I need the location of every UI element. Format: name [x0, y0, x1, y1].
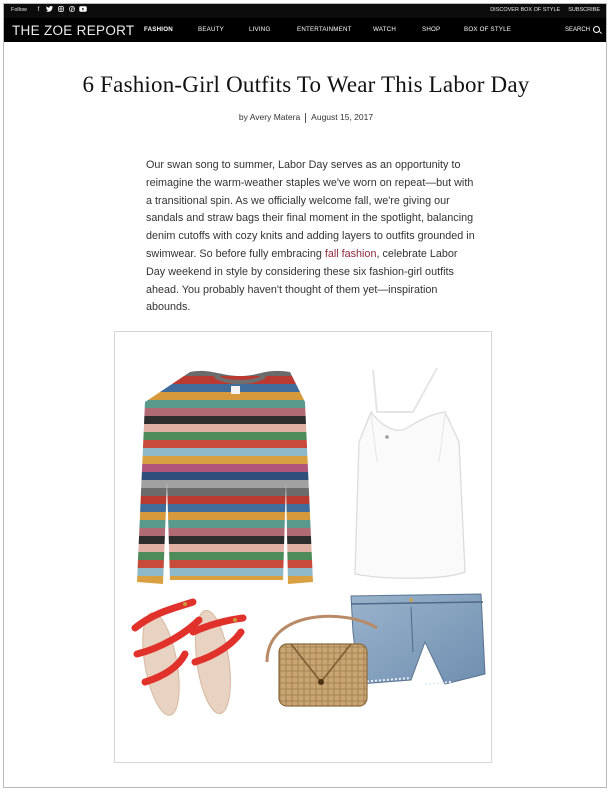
search-icon	[593, 26, 600, 33]
sweater-stripe	[133, 512, 317, 520]
instagram-icon[interactable]	[57, 6, 64, 16]
sweater-stripe	[133, 368, 317, 376]
byline-divider	[305, 113, 306, 123]
sweater-stripe	[133, 520, 317, 528]
article-byline	[0, 112, 612, 123]
body-text-intro: Our swan song to summer, Labor Day serves as an opportunity to reimagine the warm-weather staples we've worn on repeat—but with a transitional spin. As we officially welcome fall, we're giving our sandals and straw bags their final moment in the spotlight, balancing denim cutoffs with cozy knits and adding layers to outfits grounded in swimwear. So before fully embracing	[146, 159, 475, 260]
sweater-stripe	[133, 448, 317, 456]
top-utility-links	[490, 7, 600, 13]
follow-label: Follow	[11, 7, 27, 13]
sweater-stripe	[133, 504, 317, 512]
sweater-stripe	[133, 432, 317, 440]
sweater-stripe	[133, 576, 317, 584]
social-links	[35, 6, 86, 16]
sweater-stripe	[133, 384, 317, 392]
nav-item-shop[interactable]: SHOP	[422, 26, 441, 33]
sweater-stripe	[133, 440, 317, 448]
sweater-stripe	[133, 400, 317, 408]
twitter-icon[interactable]	[46, 6, 53, 16]
search-button[interactable]	[565, 26, 600, 33]
red-sandals-image	[135, 602, 243, 718]
nav-items	[144, 26, 534, 33]
article-body	[146, 157, 476, 317]
sweater-stripe	[133, 424, 317, 432]
subscribe-link[interactable]: SUBSCRIBE	[568, 7, 600, 13]
sweater-stripe	[133, 464, 317, 472]
publish-date: August 15, 2017	[311, 112, 374, 122]
site-logo[interactable]	[12, 23, 134, 38]
search-label: SEARCH	[564, 26, 590, 33]
nav-item-watch[interactable]: WATCH	[373, 26, 396, 33]
sweater-stripe	[133, 560, 317, 568]
striped-sweater-image	[133, 368, 317, 592]
nav-item-fashion[interactable]: FASHION	[144, 26, 173, 33]
sweater-stripe	[133, 408, 317, 416]
main-navbar	[4, 18, 606, 42]
article-title: 6 Fashion-Girl Outfits To Wear This Labor Day	[82, 72, 530, 97]
sweater-stripe	[133, 456, 317, 464]
sweater-label	[231, 386, 240, 394]
sweater-stripe	[133, 568, 317, 576]
fall-fashion-link[interactable]: fall fashion	[324, 247, 377, 260]
sweater-stripe	[133, 552, 317, 560]
denim-shorts-image	[351, 594, 485, 684]
body-text-outro: , celebrate Labor Day weekend in style by considering these six fashion-girl outfits ahead. You probably haven't thought of them yet—inspiration abounds.	[146, 247, 458, 314]
nav-item-beauty[interactable]: BEAUTY	[198, 26, 224, 33]
pinterest-icon[interactable]	[68, 6, 75, 16]
white-camisole-image	[355, 368, 465, 578]
author-link[interactable]: by Avery Matera	[238, 112, 301, 122]
sweater-stripe	[133, 480, 317, 488]
sweater-stripe	[133, 536, 317, 544]
article-hero-image	[114, 331, 492, 763]
logo-the-zoe: THE ZOE	[12, 23, 73, 38]
nav-item-box-of-style[interactable]: BOX OF STYLE	[464, 26, 512, 33]
sweater-stripe	[133, 392, 317, 400]
sweater-stripe	[133, 544, 317, 552]
sweater-stripe	[133, 496, 317, 504]
top-utility-bar	[4, 4, 606, 18]
sweater-stripe	[133, 488, 317, 496]
youtube-icon[interactable]	[79, 6, 86, 16]
sweater-stripe	[133, 528, 317, 536]
facebook-icon[interactable]: f	[37, 7, 40, 13]
logo-report: REPORT	[76, 23, 135, 38]
discover-box-of-style-link[interactable]: DISCOVER BOX OF STYLE	[490, 7, 561, 13]
nav-item-entertainment[interactable]: ENTERTAINMENT	[297, 26, 352, 33]
sweater-stripe	[133, 416, 317, 424]
nav-item-living[interactable]: LIVING	[249, 26, 271, 33]
sweater-stripe	[133, 472, 317, 480]
sweater-stripe	[133, 584, 317, 592]
